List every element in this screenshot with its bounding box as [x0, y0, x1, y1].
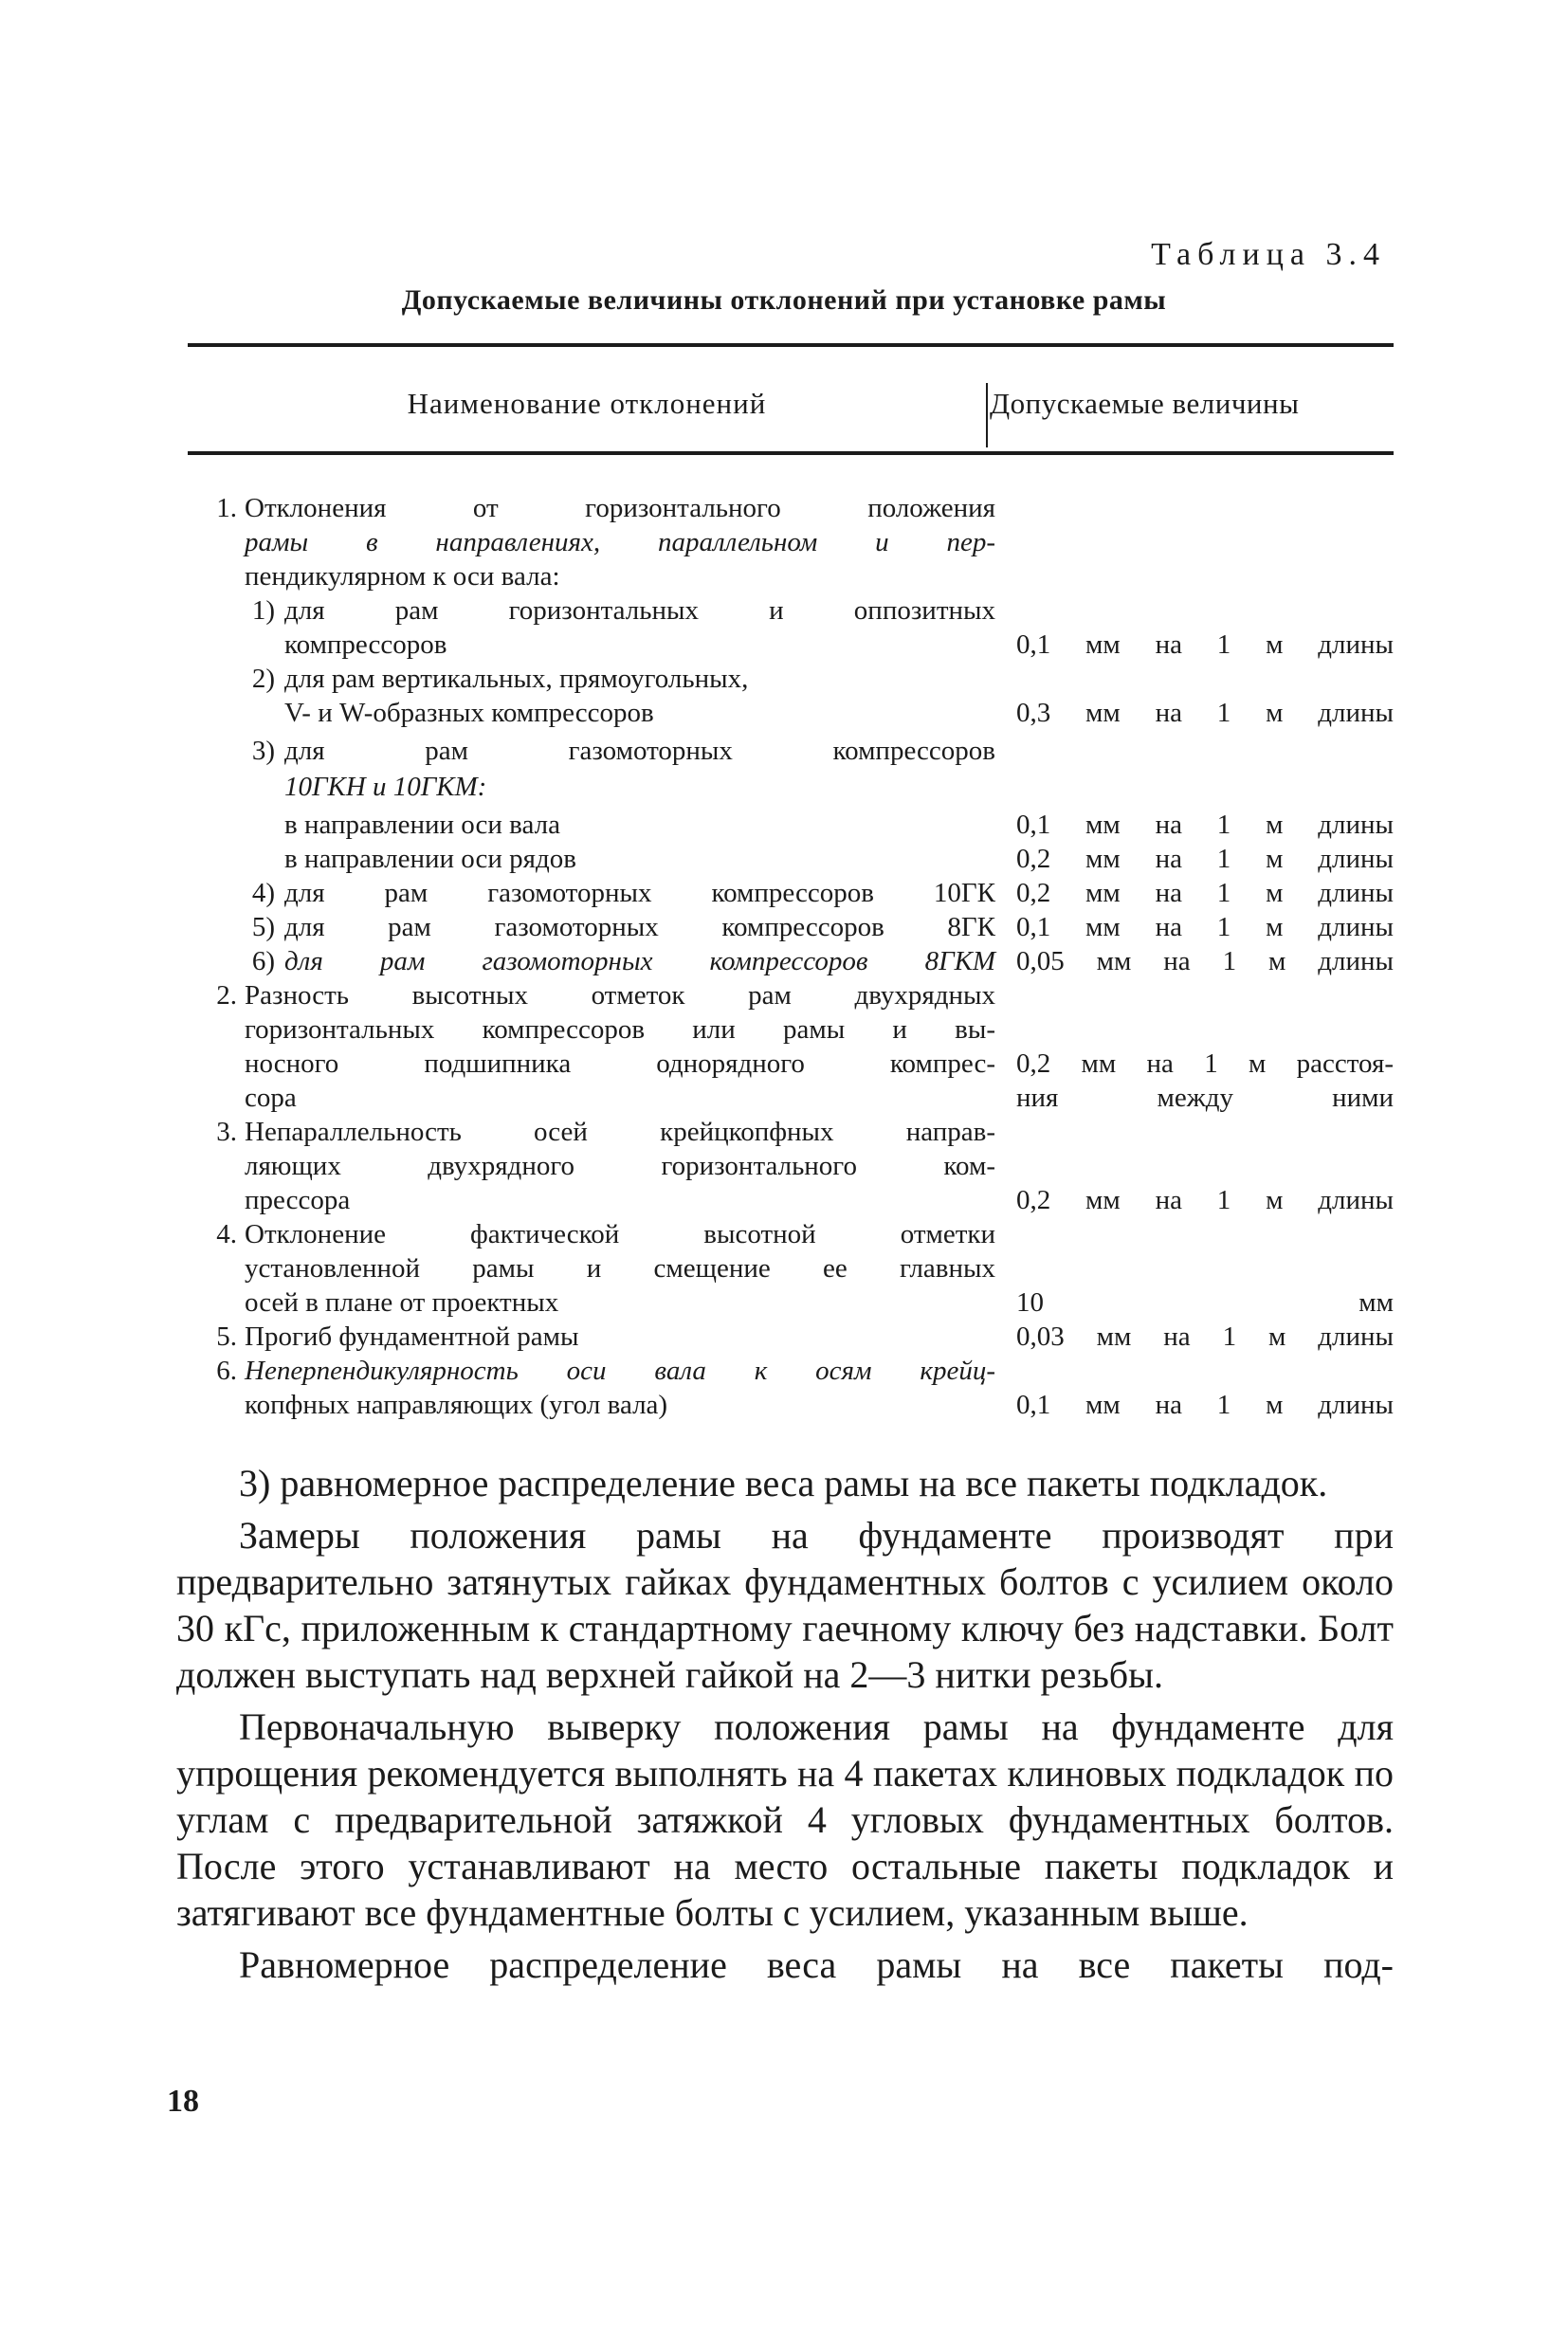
table-top-rule	[188, 343, 1394, 347]
row-text: копфных направляющих (угол вала)	[245, 1390, 668, 1420]
row-text: ляющих двухрядного горизонтального ком-	[245, 1151, 995, 1181]
row-text: компрессоров	[284, 629, 447, 660]
row-value: 0,2 мм на 1 м длины	[1016, 1185, 1394, 1215]
row-text: пендикулярном к оси вала:	[245, 561, 560, 592]
table-row	[0, 1320, 1568, 1354]
row-text: прессора	[245, 1185, 351, 1215]
table-row	[0, 559, 1568, 593]
row-number: 1)	[251, 595, 275, 626]
table-row	[0, 734, 1568, 768]
row-value: 0,2 мм на 1 м длины	[1016, 878, 1394, 908]
table-row	[0, 876, 1568, 910]
row-text: в направлении оси рядов	[284, 844, 576, 874]
page-number: 18	[167, 2084, 199, 2119]
row-text: V- и W-образных компрессоров	[284, 698, 654, 728]
row-value: 0,05 мм на 1 м длины	[1016, 946, 1394, 976]
row-number: 2)	[251, 664, 275, 694]
table-row	[0, 1012, 1568, 1047]
row-value: 0,1 мм на 1 м длины	[1016, 810, 1394, 840]
table-row	[0, 978, 1568, 1012]
paragraph: Равномерное распределение веса рамы на все пакеты под-	[239, 1943, 1394, 1986]
table-body	[0, 491, 1568, 1420]
body-text	[176, 1460, 1394, 1994]
row-text: Прогиб фундаментной рамы	[245, 1321, 579, 1352]
table-row	[0, 842, 1568, 876]
row-value: 0,2 мм на 1 м длины	[1016, 844, 1394, 874]
table-row	[0, 1251, 1568, 1285]
row-number: 4)	[251, 878, 275, 908]
row-number: 5)	[251, 912, 275, 942]
table-row	[0, 1354, 1568, 1388]
row-value: 0,1 мм на 1 м длины	[1016, 912, 1394, 942]
row-value: 10 мм	[1016, 1287, 1394, 1318]
table-row	[0, 1388, 1568, 1422]
row-number: 1.	[216, 493, 237, 523]
paragraph: Первоначальную выверку положения рамы на фундаменте для упрощения рекомендуется выполнять на 4 пакетах клиновых подкладок по углам с предварительной затяжкой 4 угловых фундаментных болтов. После этого устанавливают на место остальные пакеты подкладок и затягивают все фундаментные болты с усилием, указанным выше.	[176, 1705, 1394, 1934]
row-text: рамы в направлениях, параллельном и пер-	[245, 527, 995, 557]
table-row	[0, 525, 1568, 559]
table-row	[0, 491, 1568, 525]
row-number: 4.	[216, 1219, 237, 1249]
row-text: для рам газомоторных компрессоров 8ГК	[284, 912, 995, 942]
row-text: в направлении оси вала	[284, 810, 560, 840]
row-text: для рам газомоторных компрессоров	[284, 736, 995, 766]
column-header-name: Наименование отклонений	[407, 387, 767, 420]
paragraph: 3) равномерное распределение веса рамы на все пакеты подкладок.	[239, 1462, 1328, 1504]
row-text: носного подшипника однорядного компрес-	[245, 1048, 995, 1079]
row-text: Отклонение фактической высотной отметки	[245, 1219, 995, 1249]
row-text: горизонтальных компрессоров или рамы и вы-	[245, 1014, 995, 1045]
table-row	[0, 770, 1568, 804]
row-number: 2.	[216, 980, 237, 1011]
table-row	[0, 628, 1568, 662]
row-text: установленной рамы и смещение ее главных	[245, 1253, 995, 1284]
row-number: 6)	[251, 946, 275, 976]
table-row	[0, 1149, 1568, 1183]
row-number: 5.	[216, 1321, 237, 1352]
table-row	[0, 1047, 1568, 1081]
row-value: 0,03 мм на 1 м длины	[1016, 1321, 1394, 1352]
table-row	[0, 593, 1568, 628]
table-row	[0, 1115, 1568, 1149]
row-text: осей в плане от проектных	[245, 1287, 559, 1318]
table-row	[0, 808, 1568, 842]
row-text: для рам газомоторных компрессоров 10ГК	[284, 878, 995, 908]
row-text: для рам вертикальных, прямоугольных,	[284, 664, 749, 694]
row-text: для рам газомоторных компрессоров 8ГКМ	[284, 946, 995, 976]
table-row	[0, 1183, 1568, 1217]
row-value: ния между ними	[1016, 1083, 1394, 1113]
row-number: 3)	[251, 736, 275, 766]
table-row	[0, 1081, 1568, 1115]
table-number: Таблица 3.4	[1151, 237, 1386, 272]
table-row	[0, 944, 1568, 978]
row-text: Отклонения от горизонтального положения	[245, 493, 995, 523]
row-value: 0,3 мм на 1 м длины	[1016, 698, 1394, 728]
row-text: Неперпендикулярность оси вала к осям крейц-	[245, 1356, 995, 1386]
table-row	[0, 696, 1568, 730]
row-value: 0,1 мм на 1 м длины	[1016, 629, 1394, 660]
table-row	[0, 1217, 1568, 1251]
row-value: 0,1 мм на 1 м длины	[1016, 1390, 1394, 1420]
row-text: 10ГКН и 10ГКМ:	[284, 772, 487, 802]
table-title: Допускаемые величины отклонений при установке рамы	[401, 284, 1167, 316]
row-text: для рам горизонтальных и оппозитных	[284, 595, 995, 626]
row-text: Разность высотных отметок рам двухрядных	[245, 980, 995, 1011]
row-text: сора	[245, 1083, 297, 1113]
row-number: 3.	[216, 1117, 237, 1147]
table-row	[0, 1285, 1568, 1320]
table-row	[0, 910, 1568, 944]
table-header-rule	[188, 451, 1394, 455]
row-value: 0,2 мм на 1 м расстоя-	[1016, 1048, 1394, 1079]
row-text: Непараллельность осей крейцкопфных направ-	[245, 1117, 995, 1147]
table-row	[0, 662, 1568, 696]
column-header-values: Допускаемые величины	[990, 387, 1300, 420]
row-number: 6.	[216, 1356, 237, 1386]
header-column-divider	[986, 383, 988, 447]
paragraph: Замеры положения рамы на фундаменте производят при предварительно затянутых гайках фундаментных болтов с усилием около 30 кГс, приложенным к стандартному гаечному ключу без надставки. Болт должен выступать над верхней гайкой на 2—3 нитки резьбы.	[176, 1514, 1394, 1696]
